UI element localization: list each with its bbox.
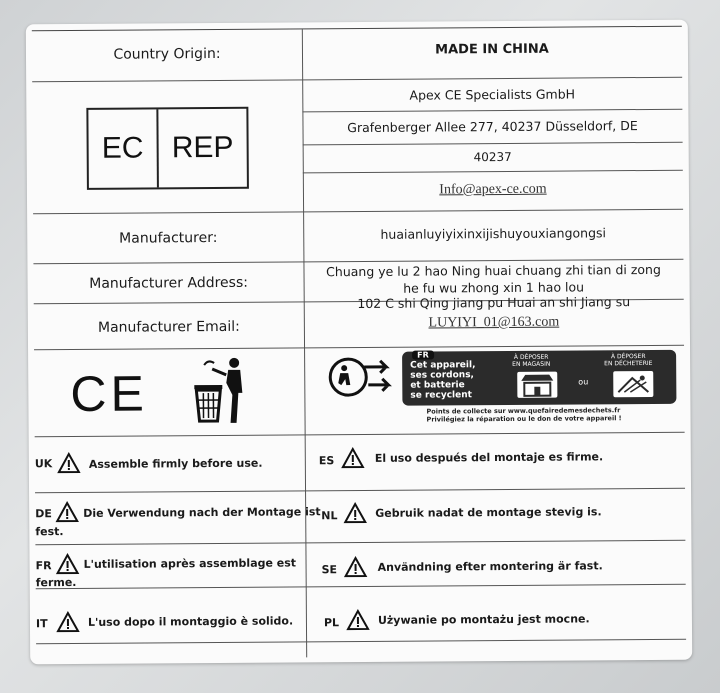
warning-text: Användning efter montering är fast. <box>377 559 603 574</box>
lang-code: IT <box>35 617 48 631</box>
row-divider <box>303 142 683 146</box>
manufacturer-email-value: LUYIYI_01@163.com <box>428 314 560 331</box>
warning-text: L'uso dopo il montaggio è solido. <box>87 614 294 629</box>
warning-text-cont: ferme. <box>35 575 77 590</box>
triman-info-box <box>402 350 676 406</box>
warning-triangle-icon <box>341 447 365 469</box>
address-line-2: he fu wu zhong xin 1 hao lou <box>403 279 585 296</box>
warning-triangle-icon <box>346 609 370 631</box>
row-divider <box>36 584 686 590</box>
manufacturer-value: huaianluyiyixinxijishuyouxiangongsi <box>380 225 607 242</box>
address-line-3: 102 C shi Qing jiang pu Huai an shi Jiang su <box>357 294 631 312</box>
rep-text: REP <box>171 130 234 165</box>
warning-triangle-icon <box>55 501 79 523</box>
country-origin-label: Country Origin: <box>113 45 221 63</box>
warning-text: El uso después del montaje es firme. <box>374 450 604 465</box>
lang-code: UK <box>34 457 53 471</box>
rep-address: Grafenberger Allee 277, 40237 Düsseldorf, DE <box>347 118 638 136</box>
wheelie-bin-crossed-icon <box>182 355 253 427</box>
warning-triangle-icon <box>343 556 367 578</box>
warning-triangle-icon <box>343 502 367 524</box>
recycling-center-icon <box>612 370 654 398</box>
manufacturer-address-value <box>303 260 683 312</box>
warning-triangle-icon <box>56 611 80 633</box>
label-grid <box>32 26 686 659</box>
address-line-1: Chuang ye lu 2 hao Ning huai chuang zhi tian di zong <box>326 261 661 280</box>
warning-text: Die Verwendung nach der Montage ist <box>83 505 321 520</box>
manufacturer-address-label: Manufacturer Address: <box>89 274 248 292</box>
store-caption: À DÉPOSER EN MAGASIN <box>512 353 551 368</box>
warning-text: Używanie po montażu jest mocne. <box>377 612 590 627</box>
triman-text: Cet appareil, ses cordons, et batterie se recyclent <box>410 360 476 401</box>
lang-code: SE <box>321 563 338 577</box>
dump-caption: À DÉPOSER EN DÉCHETERIE <box>604 353 653 368</box>
warning-text-cont: fest. <box>35 525 64 539</box>
ce-mark-icon: CE <box>70 365 149 423</box>
lang-code: FR <box>35 559 52 573</box>
rep-name: Apex CE Specialists GmbH <box>409 86 576 103</box>
country-origin-value: MADE IN CHINA <box>435 41 549 58</box>
ec-text: EC <box>88 109 159 187</box>
fr-badge: FR <box>412 350 434 359</box>
lang-code: PL <box>323 616 340 630</box>
manufacturer-label: Manufacturer: <box>119 229 218 247</box>
warning-triangle-icon <box>57 452 81 474</box>
manufacturer-email-label: Manufacturer Email: <box>97 318 240 336</box>
rep-email: Info@apex-ce.com <box>439 181 547 198</box>
or-text: ou <box>578 377 589 387</box>
store-icon <box>516 371 558 399</box>
warning-triangle-icon <box>55 553 79 575</box>
row-divider <box>35 540 685 546</box>
triman-icon <box>326 355 392 399</box>
lang-code: ES <box>318 454 335 468</box>
rep-postcode: 40237 <box>473 149 512 165</box>
row-divider <box>35 432 685 438</box>
warning-text: L'utilisation après assemblage est <box>83 556 297 571</box>
row-divider <box>302 109 682 113</box>
row-divider <box>33 209 683 215</box>
product-label <box>26 20 692 665</box>
lang-code: DE <box>35 507 52 521</box>
ec-rep-symbol <box>86 107 249 190</box>
triman-footer: Points de collecte sur www.quefairedemesdechets.fr Privilégiez la réparation ou le don de votre appareil ! <box>426 406 622 424</box>
warning-text: Assemble firmly before use. <box>88 456 263 471</box>
row-divider <box>303 170 683 174</box>
warning-text: Gebruik nadat de montage stevig is. <box>375 505 602 520</box>
row-divider <box>32 77 682 83</box>
row-divider <box>35 488 685 494</box>
row-divider <box>36 639 686 645</box>
lang-code: NL <box>321 509 338 523</box>
